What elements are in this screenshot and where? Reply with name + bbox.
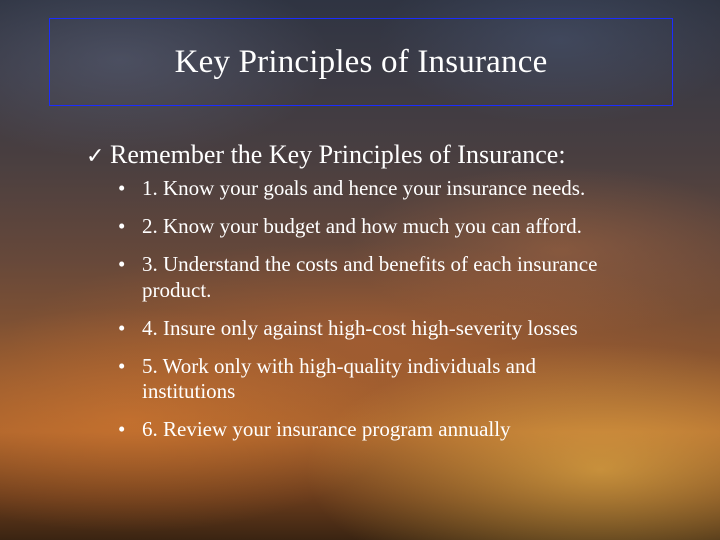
- bullet-icon: •: [118, 353, 126, 378]
- slide-title: Key Principles of Insurance: [174, 43, 548, 80]
- bullet-list: [118, 176, 598, 455]
- check-mark-icon: ✓: [86, 144, 105, 169]
- list-item-text: 3. Understand the costs and benefits of each insurance product.: [142, 252, 598, 302]
- list-item: [118, 252, 598, 303]
- list-item: [118, 354, 598, 405]
- list-item-text: 6. Review your insurance program annually: [142, 417, 511, 441]
- heading-row: [86, 140, 686, 170]
- bullet-icon: •: [118, 176, 126, 200]
- list-item-text: 1. Know your goals and hence your insurance needs.: [142, 176, 586, 200]
- list-item: [118, 417, 598, 443]
- slide-heading: Remember the Key Principles of Insurance:: [110, 140, 566, 169]
- list-item-text: 2. Know your budget and how much you can afford.: [142, 214, 582, 238]
- bullet-icon: •: [118, 417, 126, 441]
- list-item: [118, 176, 598, 202]
- list-item: [118, 214, 598, 240]
- title-box: [49, 18, 673, 106]
- bullet-icon: •: [118, 214, 126, 238]
- list-item: [118, 316, 598, 342]
- list-item-text: 4. Insure only against high-cost high-severity losses: [142, 315, 578, 340]
- bullet-icon: •: [118, 252, 126, 276]
- bullet-icon: •: [118, 315, 126, 340]
- list-item-text: 5. Work only with high-quality individuals and institutions: [142, 353, 536, 403]
